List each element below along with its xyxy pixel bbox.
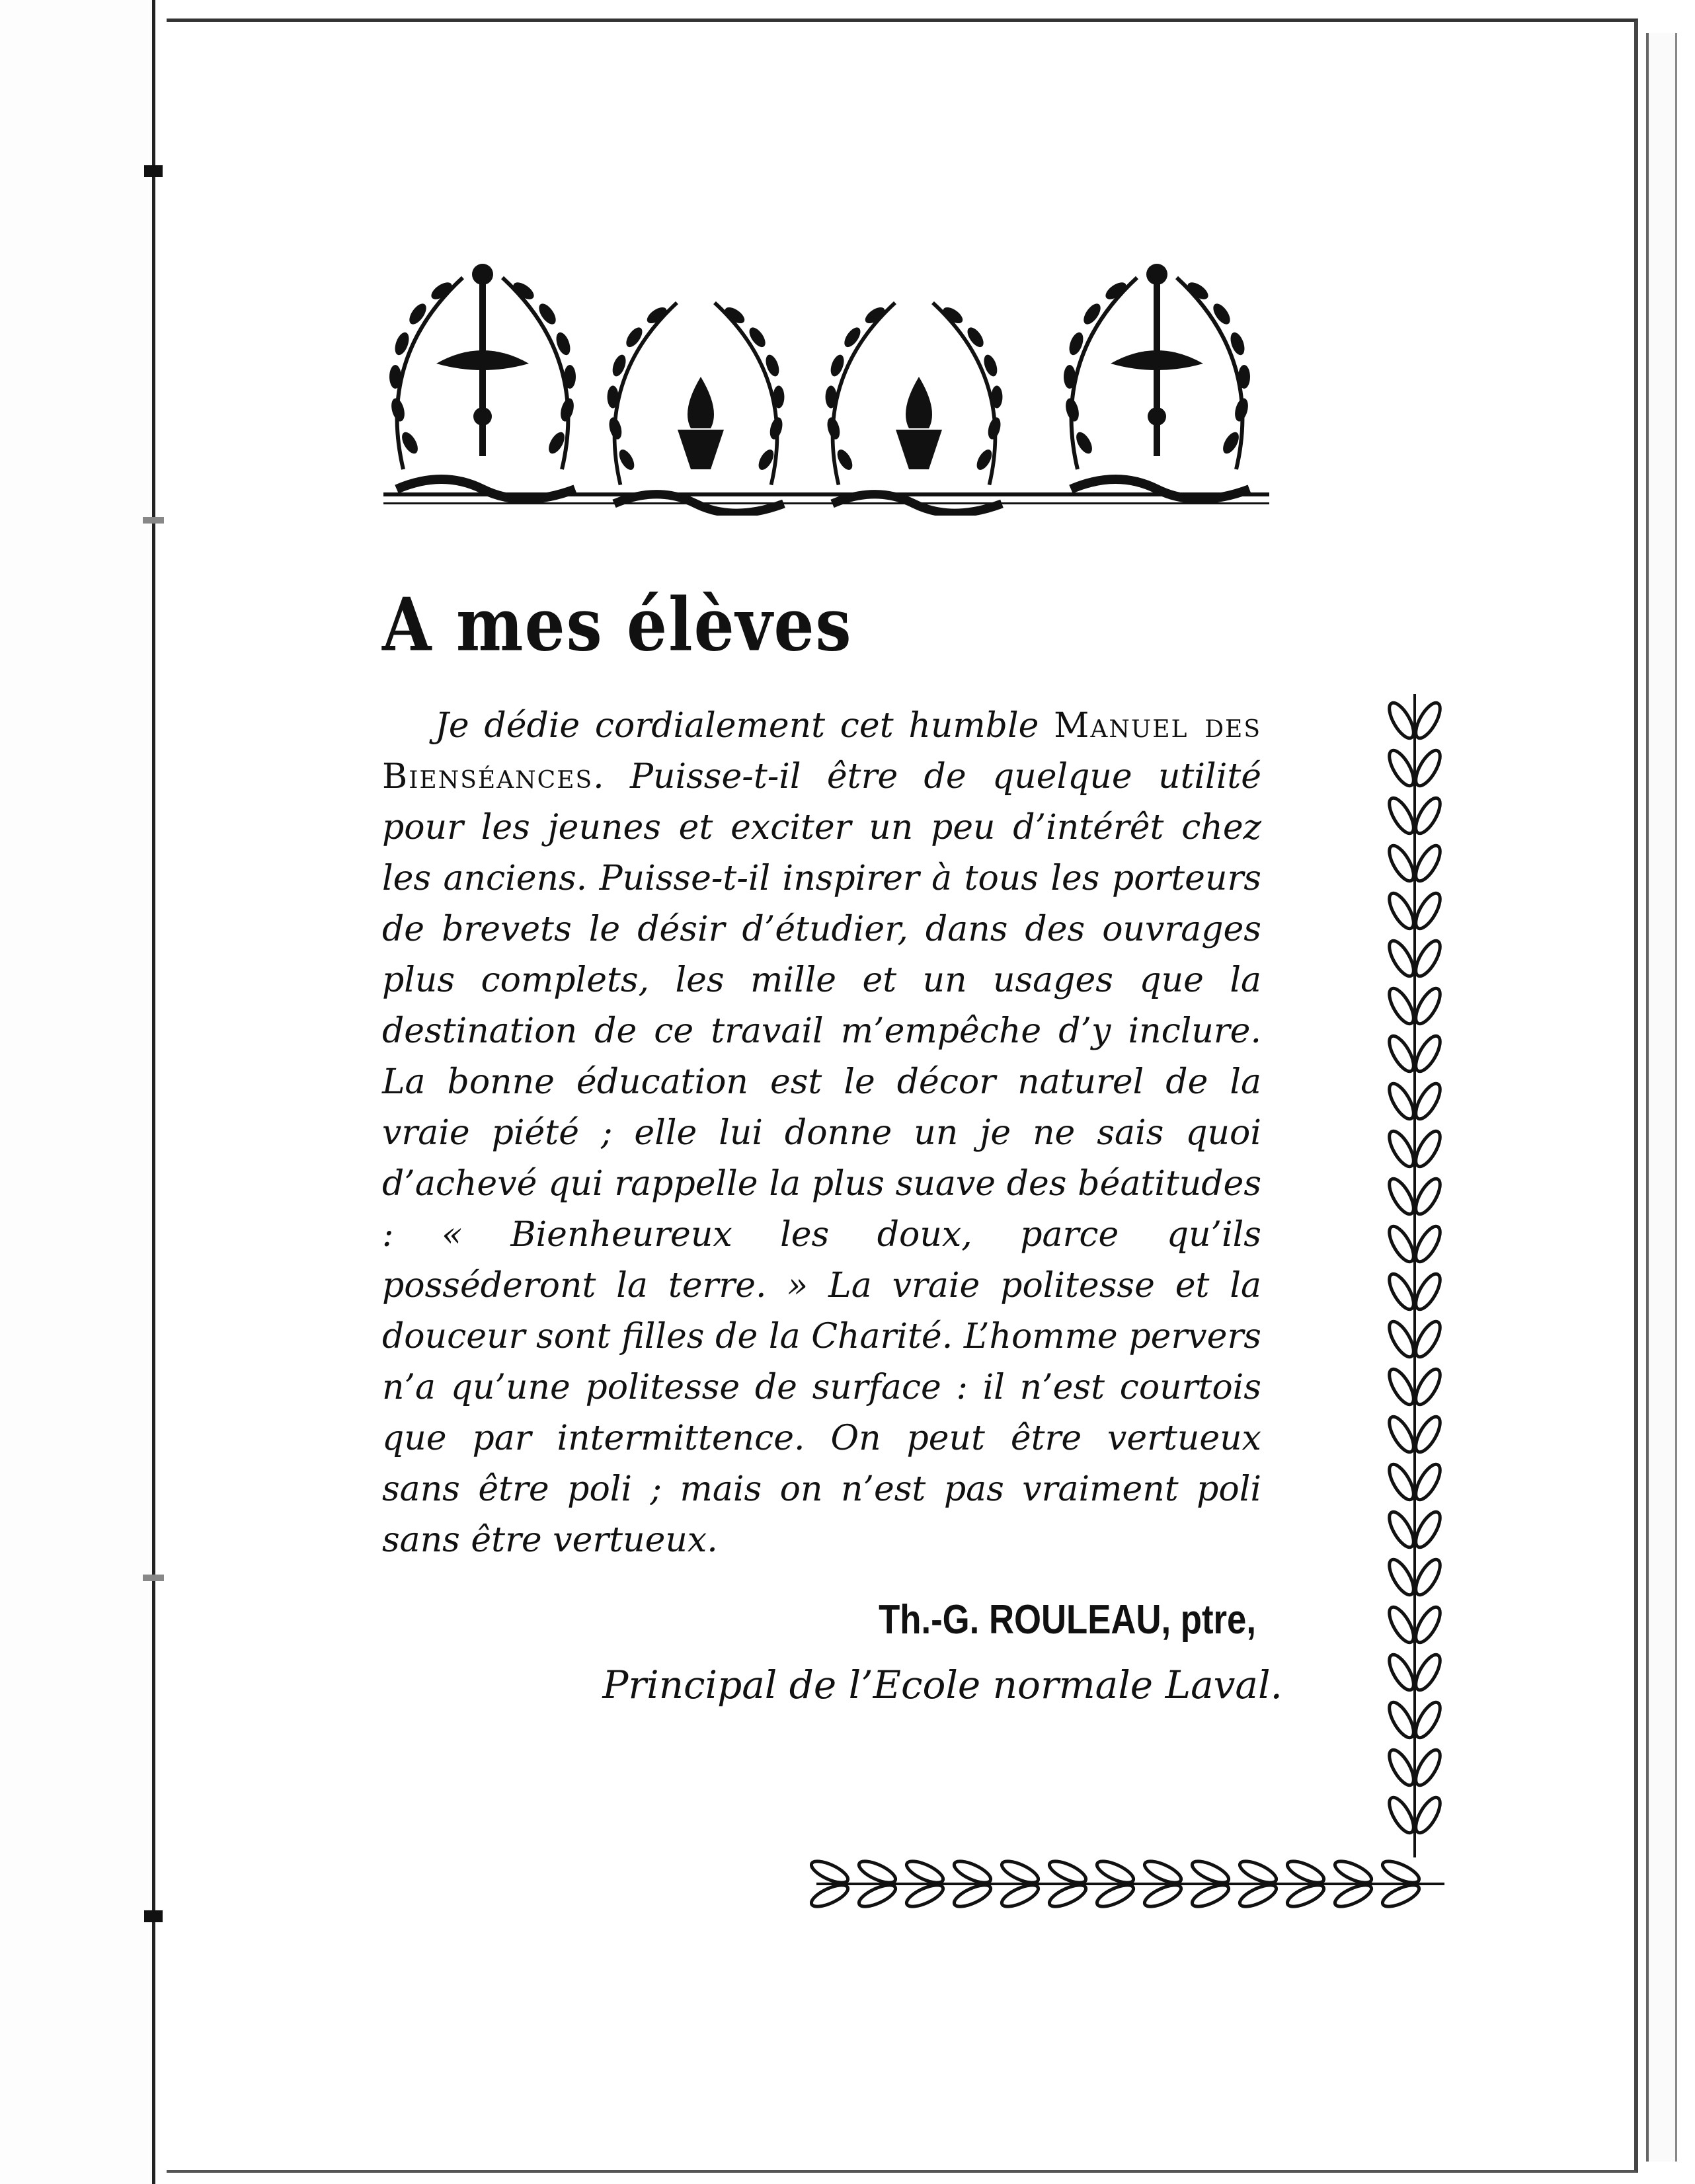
dedication-text-part: . Puisse-t-il être de quelque utilité pour les jeunes et exciter un peu d’intérêt chez les anciens. Puisse-t-il inspirer à tous les porteurs de brevets le désir d’étudier, dans des ouvrages plus complets, les mille et un usages que la destination de ce travail m’empêche d’y inclure. La bonne éducation est le décor naturel de la vraie piété ; elle lui donne un je ne sais quoi d’achevé qui rappelle la plus suave des béatitudes : « Bienheureux les doux, parce qu’ils posséderont la terre. » La vraie politesse et la douceur sont filles de la Charité. L’homme pervers n’a qu’une politesse de surface : il n’est courtois que par intermittence. On peut être vertueux sans être poli ; mais on n’est pas vraiment poli sans être vertueux. [382,757,1261,1560]
page-edge [1646,33,1677,2162]
dedication-text-part: Je dédie cordialement cet humble [435,706,1054,746]
left-page-leaf [0,0,155,2184]
wreath-header-ornament [383,238,1269,516]
binding-stitch-icon [140,1904,167,1930]
page-title: A mes élèves [382,582,853,668]
dedication-paragraph [382,701,1261,1566]
laurel-vine-icon [1372,681,1458,1871]
book-title-smallcaps: Manuel des Bienséances [382,706,1261,797]
binding-stitch-icon [140,509,167,535]
binding-stitch-icon [140,1567,167,1593]
author-signature: Th.-G. ROULEAU, ptre, [879,1597,1256,1643]
binding-stitch-icon [140,159,167,185]
laurel-vine-icon [810,1844,1458,1924]
author-title: Principal de l’Ecole normale Laval. [602,1662,1282,1707]
